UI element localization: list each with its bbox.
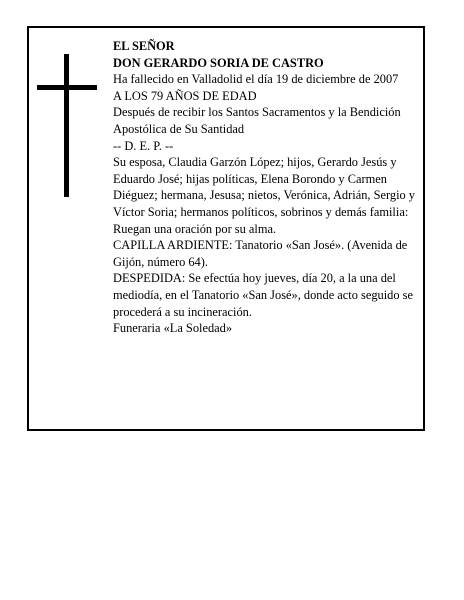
death-announcement: Ha fallecido en Valladolid el día 19 de diciembre de 2007 — [113, 72, 399, 87]
cross-icon — [37, 54, 97, 197]
rip-line: -- D. E. P. -- — [113, 138, 174, 153]
notice-title: EL SEÑOR — [113, 39, 175, 53]
deceased-name: DON GERARDO SORIA DE CASTRO — [113, 55, 324, 70]
cross-vertical-bar — [64, 54, 69, 197]
funeral-home-line: Funeraria «La Soledad» — [113, 321, 233, 336]
family-line: Su esposa, Claudia Garzón López; hijos, Gerardo Jesús y Eduardo José; hijas políticas, Elena Borondo y Carmen Diéguez; hermana, Jesusa; nietos, Verónica, Adrián, Sergio y Víctor Soria; hermanos políticos, sobrinos y demás familia: — [113, 155, 416, 219]
sacraments-line: Después de recibir los Santos Sacramentos y la Bendición Apostólica de Su Santidad — [113, 105, 401, 136]
chapel-line: CAPILLA ARDIENTE: Tanatorio «San José». (Avenida de Gijón, número 64). — [113, 238, 408, 269]
cross-horizontal-bar — [37, 85, 97, 90]
farewell-line: DESPEDIDA: Se efectúa hoy jueves, día 20, a la una del mediodía, en el Tanatorio «San José», donde acto seguido se procederá a su incineración. — [113, 271, 413, 319]
age-line: A LOS 79 AÑOS DE EDAD — [113, 88, 257, 103]
obituary-text-block — [113, 38, 429, 337]
prayer-line: Ruegan una oración por su alma. — [113, 221, 277, 236]
